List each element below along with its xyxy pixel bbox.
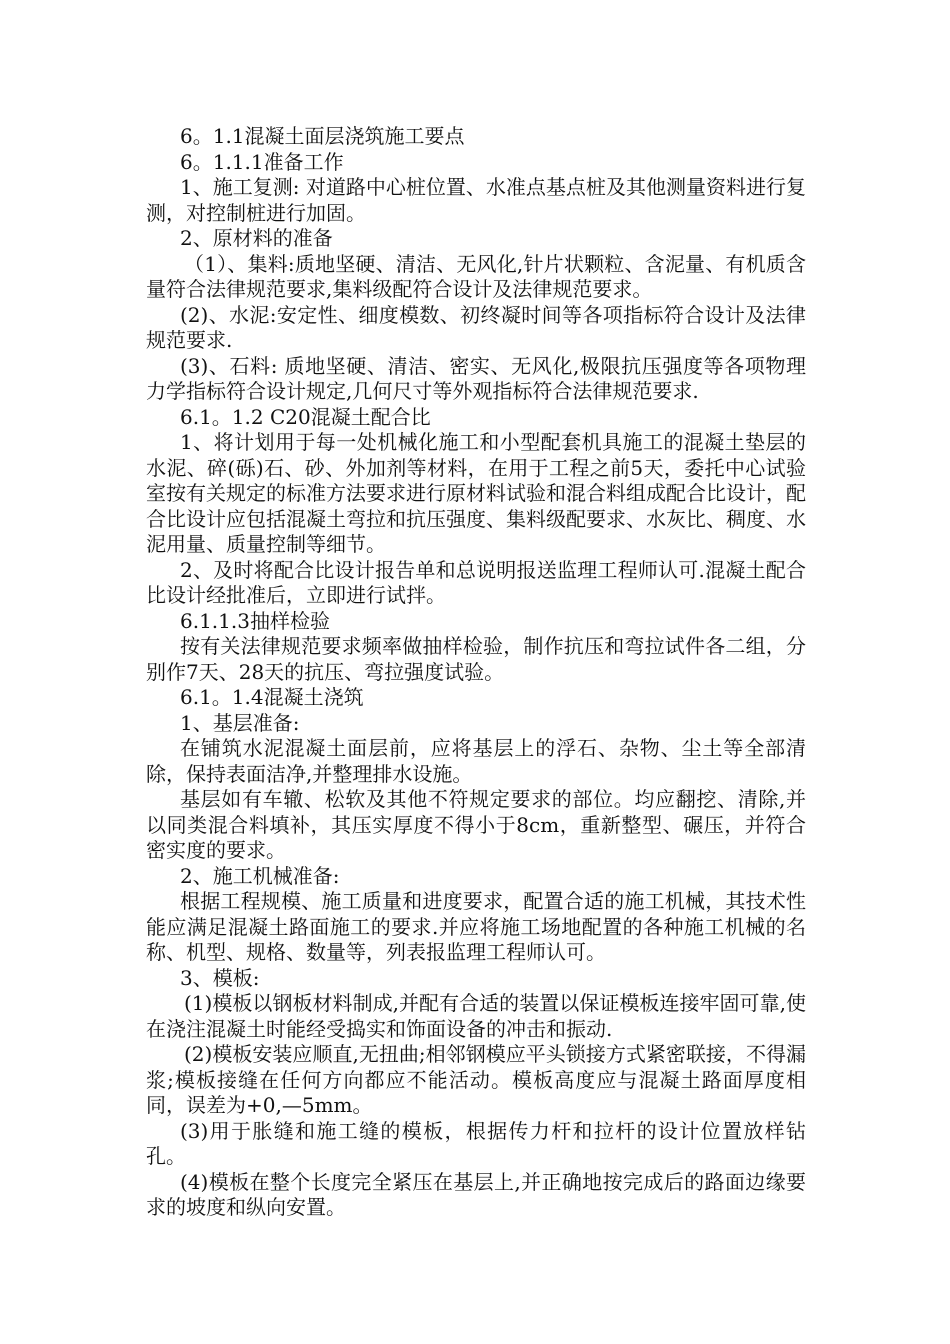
paragraph-formwork-4: (4)模板在整个长度完全紧压在基层上,并正确地按完成后的路面边缘要求的坡度和纵向安置。 <box>146 1169 806 1219</box>
section-heading-6-1-1-2: 6.1。1.2 C20混凝土配合比 <box>180 404 431 429</box>
paragraph-base-prep-1: 在铺筑水泥混凝土面层前，应将基层上的浮石、杂物、尘土等全部清除，保持表面洁净,并整理排水设施。 <box>146 736 806 786</box>
paragraph-raw-materials-heading: 2、原材料的准备 <box>180 226 333 250</box>
section-heading-6-1-1-3: 6.1.1.3抽样检验 <box>180 608 330 633</box>
document-body <box>146 124 806 1221</box>
paragraph-stone: (3)、石料: 质地坚硬、清洁、密实、无风化,极限抗压强度等各项物理力学指标符合设计规定,几何尺寸等外观指标符合法律规范要求. <box>146 353 806 403</box>
section-heading-6-1-1: 6。1.1混凝土面层浇筑施工要点 <box>180 124 465 148</box>
paragraph-formwork-2: (2)模板安装应顺直,无扭曲;相邻钢模应平头锁接方式紧密联接，不得漏浆;模板接缝在任何方向都应不能活动。模板高度应与混凝土路面厚度相同，误差为+0,—5mm。 <box>146 1042 806 1117</box>
paragraph-machinery: 根据工程规模、施工质量和进度要求，配置合适的施工机械，其技术性能应满足混凝土路面施工的要求.并应将施工场地配置的各种施工机械的名称、机型、规格、数量等，列表报监理工程师认可。 <box>146 889 806 964</box>
paragraph-base-prep-2: 基层如有车辙、松软及其他不符规定要求的部位。均应翻挖、清除,并以同类混合料填补，其压实厚度不得小于8cm，重新整型、碾压，并符合密实度的要求。 <box>146 787 806 862</box>
paragraph-formwork-1: (1)模板以钢板材料制成,并配有合适的装置以保证模板连接牢固可靠,使在浇注混凝土时能经受捣实和饰面设备的冲击和振动. <box>146 991 806 1041</box>
paragraph-sampling: 按有关法律规范要求频率做抽样检验，制作抗压和弯拉试件各二组，分别作7天、28天的抗压、弯拉强度试验。 <box>146 634 806 684</box>
paragraph-mix-design-1: 1、将计划用于每一处机械化施工和小型配套机具施工的混凝土垫层的水泥、碎(砾)石、砂、外加剂等材料，在用于工程之前5天，委托中心试验室按有关规定的标准方法要求进行原材料试验和混合料组成配合比设计，配合比设计应包括混凝土弯拉和抗压强度、集料级配要求、水灰比、稠度、水泥用量、质量控制等细节。 <box>146 430 806 556</box>
paragraph-base-prep-heading: 1、基层准备: <box>180 710 300 735</box>
paragraph-mix-design-2: 2、及时将配合比设计报告单和总说明报送监理工程师认可.混凝土配合比设计经批准后，立即进行试拌。 <box>146 557 806 607</box>
section-heading-6-1-1-1: 6。1.1.1准备工作 <box>180 149 344 174</box>
paragraph-machinery-heading: 2、施工机械准备: <box>180 863 340 888</box>
paragraph-formwork-heading: 3、模板: <box>180 965 260 990</box>
paragraph-aggregate: （1）、集料:质地坚硬、清洁、无风化,针片状颗粒、含泥量、有机质含量符合法律规范要求,集料级配符合设计及法律规范要求。 <box>146 251 806 301</box>
paragraph-formwork-3: (3)用于胀缝和施工缝的模板，根据传力杆和拉杆的设计位置放样钻孔。 <box>146 1118 806 1168</box>
paragraph-construction-survey: 1、施工复测: 对道路中心桩位置、水准点基点桩及其他测量资料进行复测，对控制桩进行加固。 <box>146 175 806 225</box>
paragraph-cement: (2)、水泥:安定性、细度模数、初终凝时间等各项指标符合设计及法律规范要求. <box>146 302 806 352</box>
section-heading-6-1-1-4: 6.1。1.4混凝土浇筑 <box>180 685 364 709</box>
